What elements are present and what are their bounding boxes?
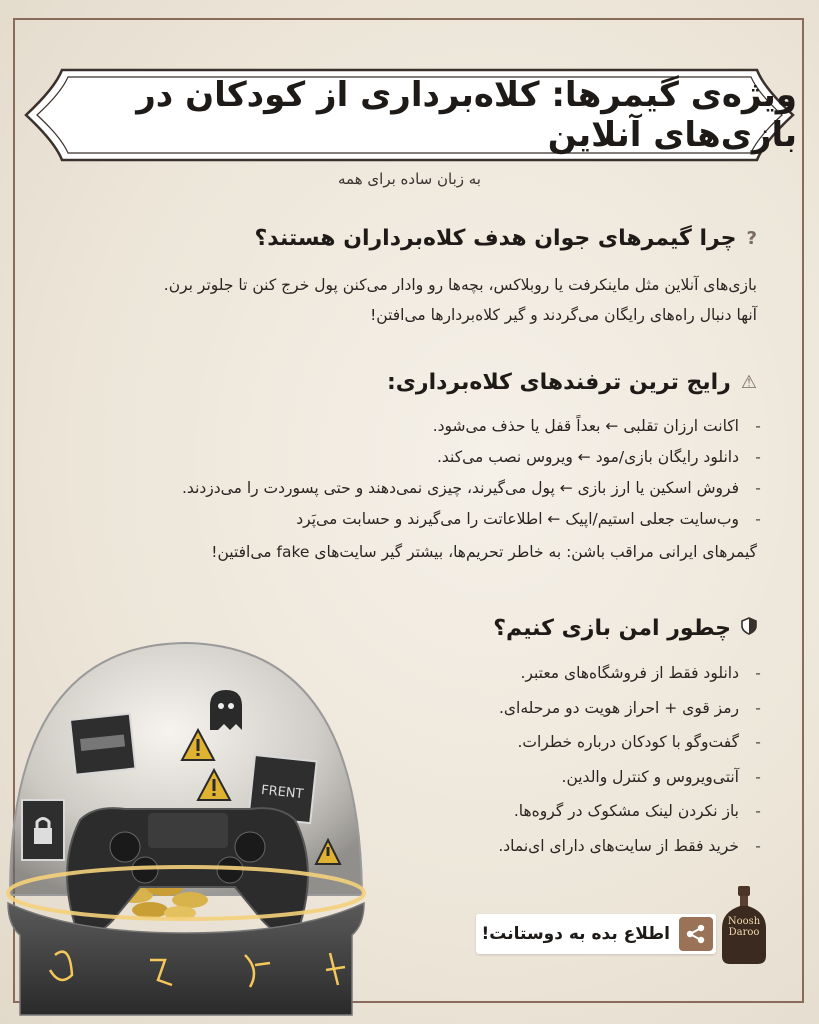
section-why-text: [57, 270, 757, 330]
list-item: - فروش اسکین یا ارز بازی ← پول می‌گیرند، چیزی نمی‌دهند و حتی پسوردت را می‌دزدند.: [182, 478, 761, 497]
tricks-list: [43, 410, 763, 534]
section-why-line-1: بازی‌های آنلاین مثل ماینکرفت یا روبلاکس، بچه‌ها رو وادار می‌کنن پول خرج کنن تا جلوتر برن.: [163, 276, 757, 294]
iran-gamers-note: گیمرهای ایرانی مراقب باشن: به خاطر تحریم‌ها، بیشتر گیر سایت‌های fake می‌افتین!: [211, 543, 757, 561]
share-cta-button[interactable]: [476, 914, 716, 954]
subtitle: به زبان ساده برای همه: [338, 170, 481, 188]
title-banner: [22, 66, 797, 164]
question-icon: ?: [746, 228, 757, 249]
share-icon[interactable]: [679, 917, 713, 951]
section-safety-title: چطور امن بازی کنیم؟: [493, 616, 731, 641]
section-tricks-heading: [387, 370, 757, 395]
svg-text:FRENT: FRENT: [260, 782, 305, 803]
list-item: - گفت‌وگو با کودکان درباره خطرات.: [517, 733, 761, 752]
share-cta-label: اطلاع بده به دوستانت!: [481, 924, 670, 944]
page-title: ویژه‌ی گیمرها: کلاه‌برداری از کودکان در بازی‌های آنلاین: [136, 75, 797, 155]
list-item: - وب‌سایت جعلی استیم/اپیک ← اطلاعاتت را می‌گیرند و حسابت می‌پَرد: [296, 509, 761, 528]
list-item: - اکانت ارزان تقلبی ← بعداً قفل یا حذف می‌شود.: [432, 416, 761, 435]
logo-line-1: Noosh: [727, 916, 761, 927]
warning-icon: ⚠: [740, 372, 757, 393]
section-tricks-title: رایج ترین ترفندهای کلاه‌برداری:: [386, 370, 731, 395]
ghost-icon: [210, 690, 242, 730]
lock-tile: [22, 800, 64, 860]
section-safety-heading: [493, 616, 757, 641]
list-item: - آنتی‌ویروس و کنترل والدین.: [561, 767, 761, 786]
list-item: - خرید فقط از سایت‌های دارای ای‌نماد.: [498, 836, 761, 855]
sticker-tile: [70, 714, 135, 775]
section-why-heading: [254, 226, 757, 251]
list-item: - دانلود رایگان بازی/مود ← ویروس نصب می‌کند.: [436, 447, 761, 466]
section-why-title: چرا گیمرهای جوان هدف کلاه‌برداران هستند؟: [254, 226, 737, 251]
noosh-daroo-logo: [720, 886, 768, 964]
list-item: - باز نکردن لینک مشکوک در گروه‌ها.: [513, 802, 761, 821]
snow-globe-illustration: [0, 625, 390, 1024]
list-item: - رمز قوی + احراز هویت دو مرحله‌ای.: [498, 698, 761, 717]
section-why-line-2: آنها دنبال راه‌های رایگان می‌گردند و گیر کلاه‌بردارها می‌افتن!: [370, 306, 757, 324]
logo-line-2: Daroo: [728, 927, 760, 938]
shield-icon: [741, 616, 757, 641]
list-item: - دانلود فقط از فروشگاه‌های معتبر.: [520, 664, 761, 683]
